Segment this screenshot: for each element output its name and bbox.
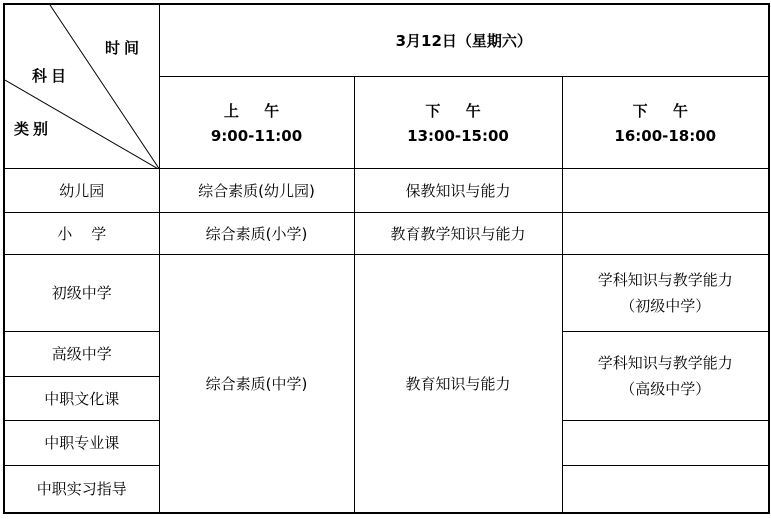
subject-cell: 综合素质(小学) (159, 212, 354, 254)
subject-cell-empty (562, 465, 769, 513)
subject-cell-empty (562, 212, 769, 254)
exam-schedule-table (3, 3, 770, 514)
period-morning (159, 76, 354, 168)
date-header: 3月12日（星期六） (159, 4, 769, 76)
subject-line: （高级中学） (620, 380, 711, 398)
subject-cell: 教育教学知识与能力 (354, 212, 562, 254)
subject-cell-empty (562, 420, 769, 465)
period-time: 13:00-15:00 (407, 126, 509, 145)
category-cell: 高级中学 (4, 331, 159, 376)
corner-time-label: 时间 (105, 39, 144, 57)
period-afternoon-1 (354, 76, 562, 168)
subject-line: 学科知识与教学能力 (597, 354, 733, 372)
category-cell: 幼儿园 (4, 168, 159, 212)
merged-subject-cell: 教育知识与能力 (354, 254, 562, 513)
subject-line: 学科知识与教学能力 (597, 271, 733, 289)
category-cell: 中职专业课 (4, 420, 159, 465)
header-corner-cell (4, 4, 159, 168)
period-time: 16:00-18:00 (614, 126, 717, 145)
diagonal-lines (5, 5, 159, 168)
subject-cell (562, 254, 769, 331)
category-cell: 中职文化课 (4, 376, 159, 420)
subject-cell (562, 331, 769, 420)
category-cell: 中职实习指导 (4, 465, 159, 513)
corner-subject-label: 科目 (32, 67, 71, 85)
subject-cell: 保教知识与能力 (354, 168, 562, 212)
category-cell: 初级中学 (4, 254, 159, 331)
period-label: 下 午 (632, 101, 698, 120)
period-afternoon-2 (562, 76, 769, 168)
subject-line: （初级中学） (620, 297, 711, 315)
category-cell: 小 学 (4, 212, 159, 254)
period-time: 9:00-11:00 (210, 126, 303, 145)
subject-cell-empty (562, 168, 769, 212)
period-label: 上 午 (223, 101, 290, 120)
subject-cell: 综合素质(幼儿园) (159, 168, 354, 212)
period-label: 下 午 (425, 101, 491, 120)
corner-category-label: 类别 (14, 120, 53, 138)
merged-subject-cell: 综合素质(中学) (159, 254, 354, 513)
